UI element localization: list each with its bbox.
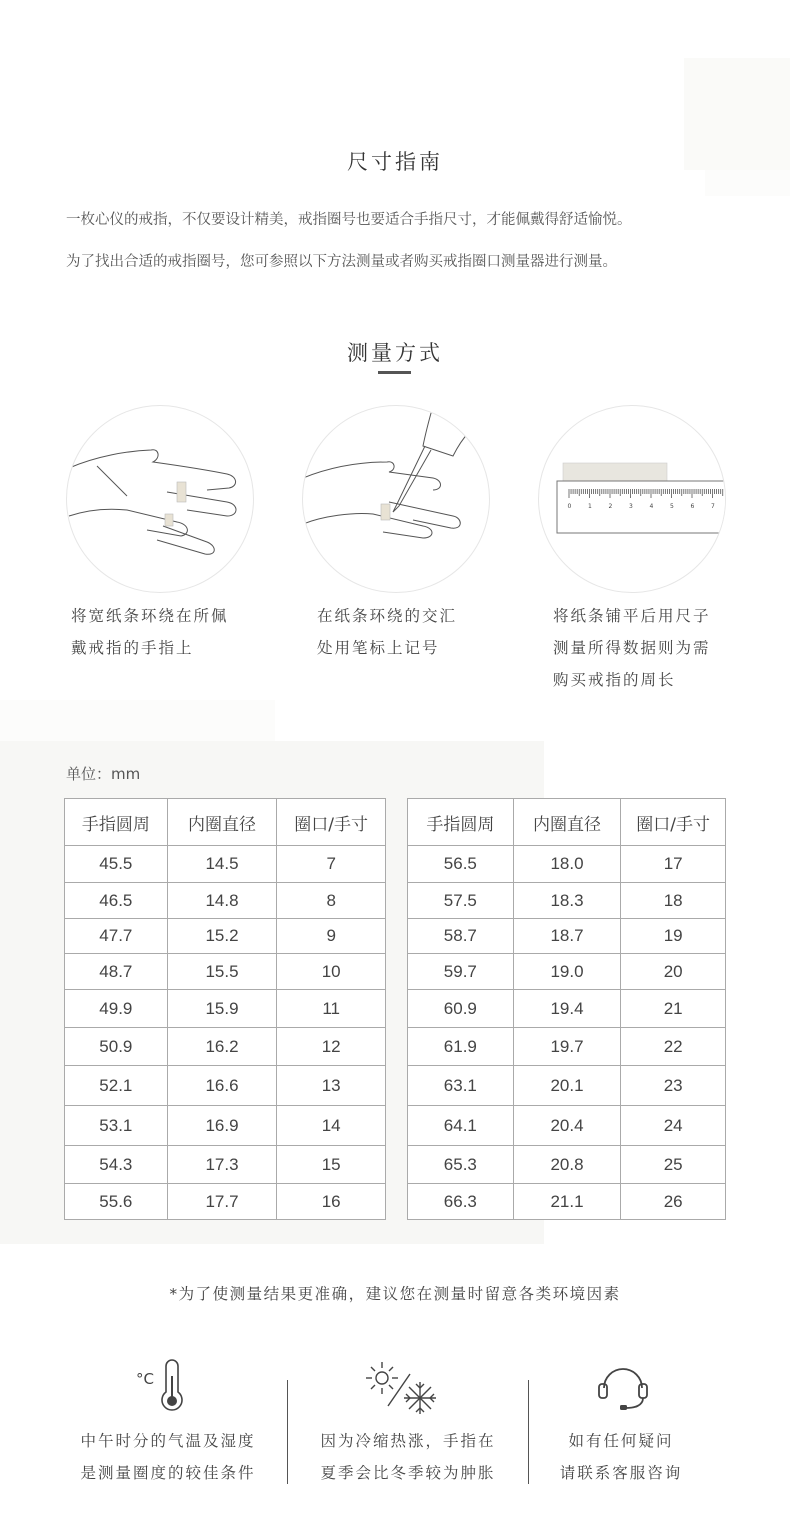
tip-2-line-1: 因为冷缩热涨，手指在: [320, 1432, 496, 1450]
table-row: [65, 990, 386, 1028]
tip-1-line-2: 是测量圈度的较佳条件: [80, 1464, 256, 1482]
step-1-illustration: [66, 405, 254, 593]
cell-circumference: 47.7: [65, 919, 168, 954]
headset-icon: [594, 1358, 652, 1416]
header-circumference: 手指圆周: [408, 799, 514, 846]
cell-circumference: 53.1: [65, 1106, 168, 1146]
intro-line-1: 一枚心仪的戒指，不仅要设计精美，戒指圈号也要适合手指尺寸，才能佩戴得舒适愉悦。: [66, 212, 632, 228]
cell-circumference: 46.5: [65, 883, 168, 919]
table-row: [65, 883, 386, 919]
cell-ring-size: 19: [621, 919, 726, 954]
cell-ring-size: 8: [277, 883, 386, 919]
cell-inner-diameter: 16.2: [167, 1028, 277, 1066]
cell-ring-size: 16: [277, 1184, 386, 1220]
table-row: [65, 1106, 386, 1146]
ruler-number: 0: [567, 503, 572, 510]
cell-circumference: 50.9: [65, 1028, 168, 1066]
cell-circumference: 65.3: [408, 1146, 514, 1184]
cell-inner-diameter: 15.5: [167, 954, 277, 990]
cell-circumference: 58.7: [408, 919, 514, 954]
table-row: [65, 954, 386, 990]
header-ring-size: 圈口/手寸: [621, 799, 726, 846]
ruler-number: 1: [588, 503, 592, 510]
cell-inner-diameter: 19.4: [513, 990, 621, 1028]
cell-ring-size: 17: [621, 846, 726, 883]
hand-pen-mark-icon: [303, 406, 489, 592]
step-2-text: [317, 600, 457, 664]
cell-circumference: 64.1: [408, 1106, 514, 1146]
table-row: [408, 1066, 726, 1106]
ruler-number: 6: [690, 503, 695, 510]
tip-1-icon: [136, 1358, 196, 1420]
cell-inner-diameter: 17.7: [167, 1184, 277, 1220]
cell-ring-size: 21: [621, 990, 726, 1028]
step-3-illustration: [538, 405, 726, 593]
table-row: [408, 954, 726, 990]
sun-snowflake-icon: [366, 1360, 440, 1416]
step-2-line-2: 处用笔标上记号: [317, 639, 440, 657]
tip-2-text: [304, 1425, 512, 1489]
table-row: [408, 990, 726, 1028]
cell-circumference: 54.3: [65, 1146, 168, 1184]
step-1-text: [71, 600, 229, 664]
cell-inner-diameter: 18.7: [513, 919, 621, 954]
cell-inner-diameter: 19.0: [513, 954, 621, 990]
cell-inner-diameter: 16.9: [167, 1106, 277, 1146]
cell-ring-size: 9: [277, 919, 386, 954]
page-title: 尺寸指南: [347, 150, 443, 174]
cell-circumference: 60.9: [408, 990, 514, 1028]
cell-circumference: 56.5: [408, 846, 514, 883]
tip-3-text: [540, 1425, 702, 1489]
cell-inner-diameter: 20.8: [513, 1146, 621, 1184]
cell-inner-diameter: 16.6: [167, 1066, 277, 1106]
decor-block: [0, 700, 275, 741]
table-row: [65, 846, 386, 883]
cell-inner-diameter: 19.7: [513, 1028, 621, 1066]
cell-inner-diameter: 15.2: [167, 919, 277, 954]
cell-inner-diameter: 20.4: [513, 1106, 621, 1146]
cell-circumference: 59.7: [408, 954, 514, 990]
cell-ring-size: 25: [621, 1146, 726, 1184]
tip-3-line-1: 如有任何疑问: [568, 1432, 674, 1450]
header-inner-diameter: 内圈直径: [167, 799, 277, 846]
cell-inner-diameter: 14.8: [167, 883, 277, 919]
thermometer-icon: [136, 1358, 196, 1416]
cell-ring-size: 14: [277, 1106, 386, 1146]
cell-inner-diameter: 21.1: [513, 1184, 621, 1220]
table-row: [408, 1146, 726, 1184]
cell-circumference: 66.3: [408, 1184, 514, 1220]
cell-circumference: 52.1: [65, 1066, 168, 1106]
cell-circumference: 49.9: [65, 990, 168, 1028]
cell-circumference: 63.1: [408, 1066, 514, 1106]
table-row: [408, 883, 726, 919]
unit-label: 单位：mm: [66, 765, 141, 783]
header-ring-size: 圈口/手寸: [277, 799, 386, 846]
cell-ring-size: 23: [621, 1066, 726, 1106]
table-row: [65, 1184, 386, 1220]
title-underline: [378, 371, 411, 374]
tip-2-line-2: 夏季会比冬季较为肿胀: [320, 1464, 496, 1482]
step-3-line-1: 将纸条铺平后用尺子: [553, 607, 711, 625]
table-row: [65, 1146, 386, 1184]
header-inner-diameter: 内圈直径: [513, 799, 621, 846]
cell-inner-diameter: 18.3: [513, 883, 621, 919]
cell-circumference: 45.5: [65, 846, 168, 883]
step-3-text: [553, 600, 711, 696]
cell-ring-size: 26: [621, 1184, 726, 1220]
table-row: [408, 1184, 726, 1220]
ruler-icon: [539, 406, 725, 592]
step-2-line-1: 在纸条环绕的交汇: [317, 607, 458, 625]
cell-inner-diameter: 17.3: [167, 1146, 277, 1184]
step-1-line-2: 戴戒指的手指上: [71, 639, 194, 657]
tip-divider: [287, 1380, 288, 1484]
cell-ring-size: 10: [277, 954, 386, 990]
size-table-left: [64, 798, 386, 1220]
cell-ring-size: 24: [621, 1106, 726, 1146]
table-row: [65, 919, 386, 954]
table-row: [408, 1028, 726, 1066]
step-3-line-2: 测量所得数据则为需: [553, 639, 711, 657]
cell-inner-diameter: 18.0: [513, 846, 621, 883]
measurement-note: *为了使测量结果更准确，建议您在测量时留意各类环境因素: [169, 1285, 621, 1303]
size-table-right: [407, 798, 726, 1220]
cell-ring-size: 12: [277, 1028, 386, 1066]
cell-circumference: 55.6: [65, 1184, 168, 1220]
cell-ring-size: 18: [621, 883, 726, 919]
table-row: [65, 1028, 386, 1066]
table-row: [408, 1106, 726, 1146]
cell-inner-diameter: 14.5: [167, 846, 277, 883]
tip-3-line-2: 请联系客服咨询: [559, 1464, 683, 1482]
tip-3-icon: [594, 1358, 652, 1420]
cell-ring-size: 13: [277, 1066, 386, 1106]
measure-title: 测量方式: [347, 341, 443, 365]
step-3-line-3: 购买戒指的周长: [553, 671, 676, 689]
celsius-label: °C: [136, 1370, 154, 1388]
cell-inner-diameter: 15.9: [167, 990, 277, 1028]
cell-circumference: 48.7: [65, 954, 168, 990]
tip-2-icon: [366, 1360, 440, 1420]
table-row: [408, 919, 726, 954]
table-row: [65, 1066, 386, 1106]
table-row: [408, 846, 726, 883]
cell-ring-size: 11: [277, 990, 386, 1028]
step-2-illustration: [302, 405, 490, 593]
header-circumference: 手指圆周: [65, 799, 168, 846]
ruler-number: 3: [629, 503, 633, 510]
tip-1-line-1: 中午时分的气温及湿度: [80, 1432, 256, 1450]
cell-inner-diameter: 20.1: [513, 1066, 621, 1106]
step-1-line-1: 将宽纸条环绕在所佩: [71, 607, 229, 625]
ruler-number: 7: [711, 503, 715, 510]
ruler-number: 2: [608, 503, 613, 510]
cell-circumference: 61.9: [408, 1028, 514, 1066]
hand-paper-strip-icon: [67, 406, 253, 592]
intro-line-2: 为了找出合适的戒指圈号，您可参照以下方法测量或者购买戒指圈口测量器进行测量。: [66, 254, 617, 270]
cell-ring-size: 22: [621, 1028, 726, 1066]
ruler-number: 5: [670, 503, 674, 510]
cell-ring-size: 15: [277, 1146, 386, 1184]
cell-circumference: 57.5: [408, 883, 514, 919]
tip-divider: [528, 1380, 529, 1484]
ruler-number: 4: [649, 503, 654, 510]
cell-ring-size: 20: [621, 954, 726, 990]
cell-ring-size: 7: [277, 846, 386, 883]
tip-1-text: [68, 1425, 268, 1489]
